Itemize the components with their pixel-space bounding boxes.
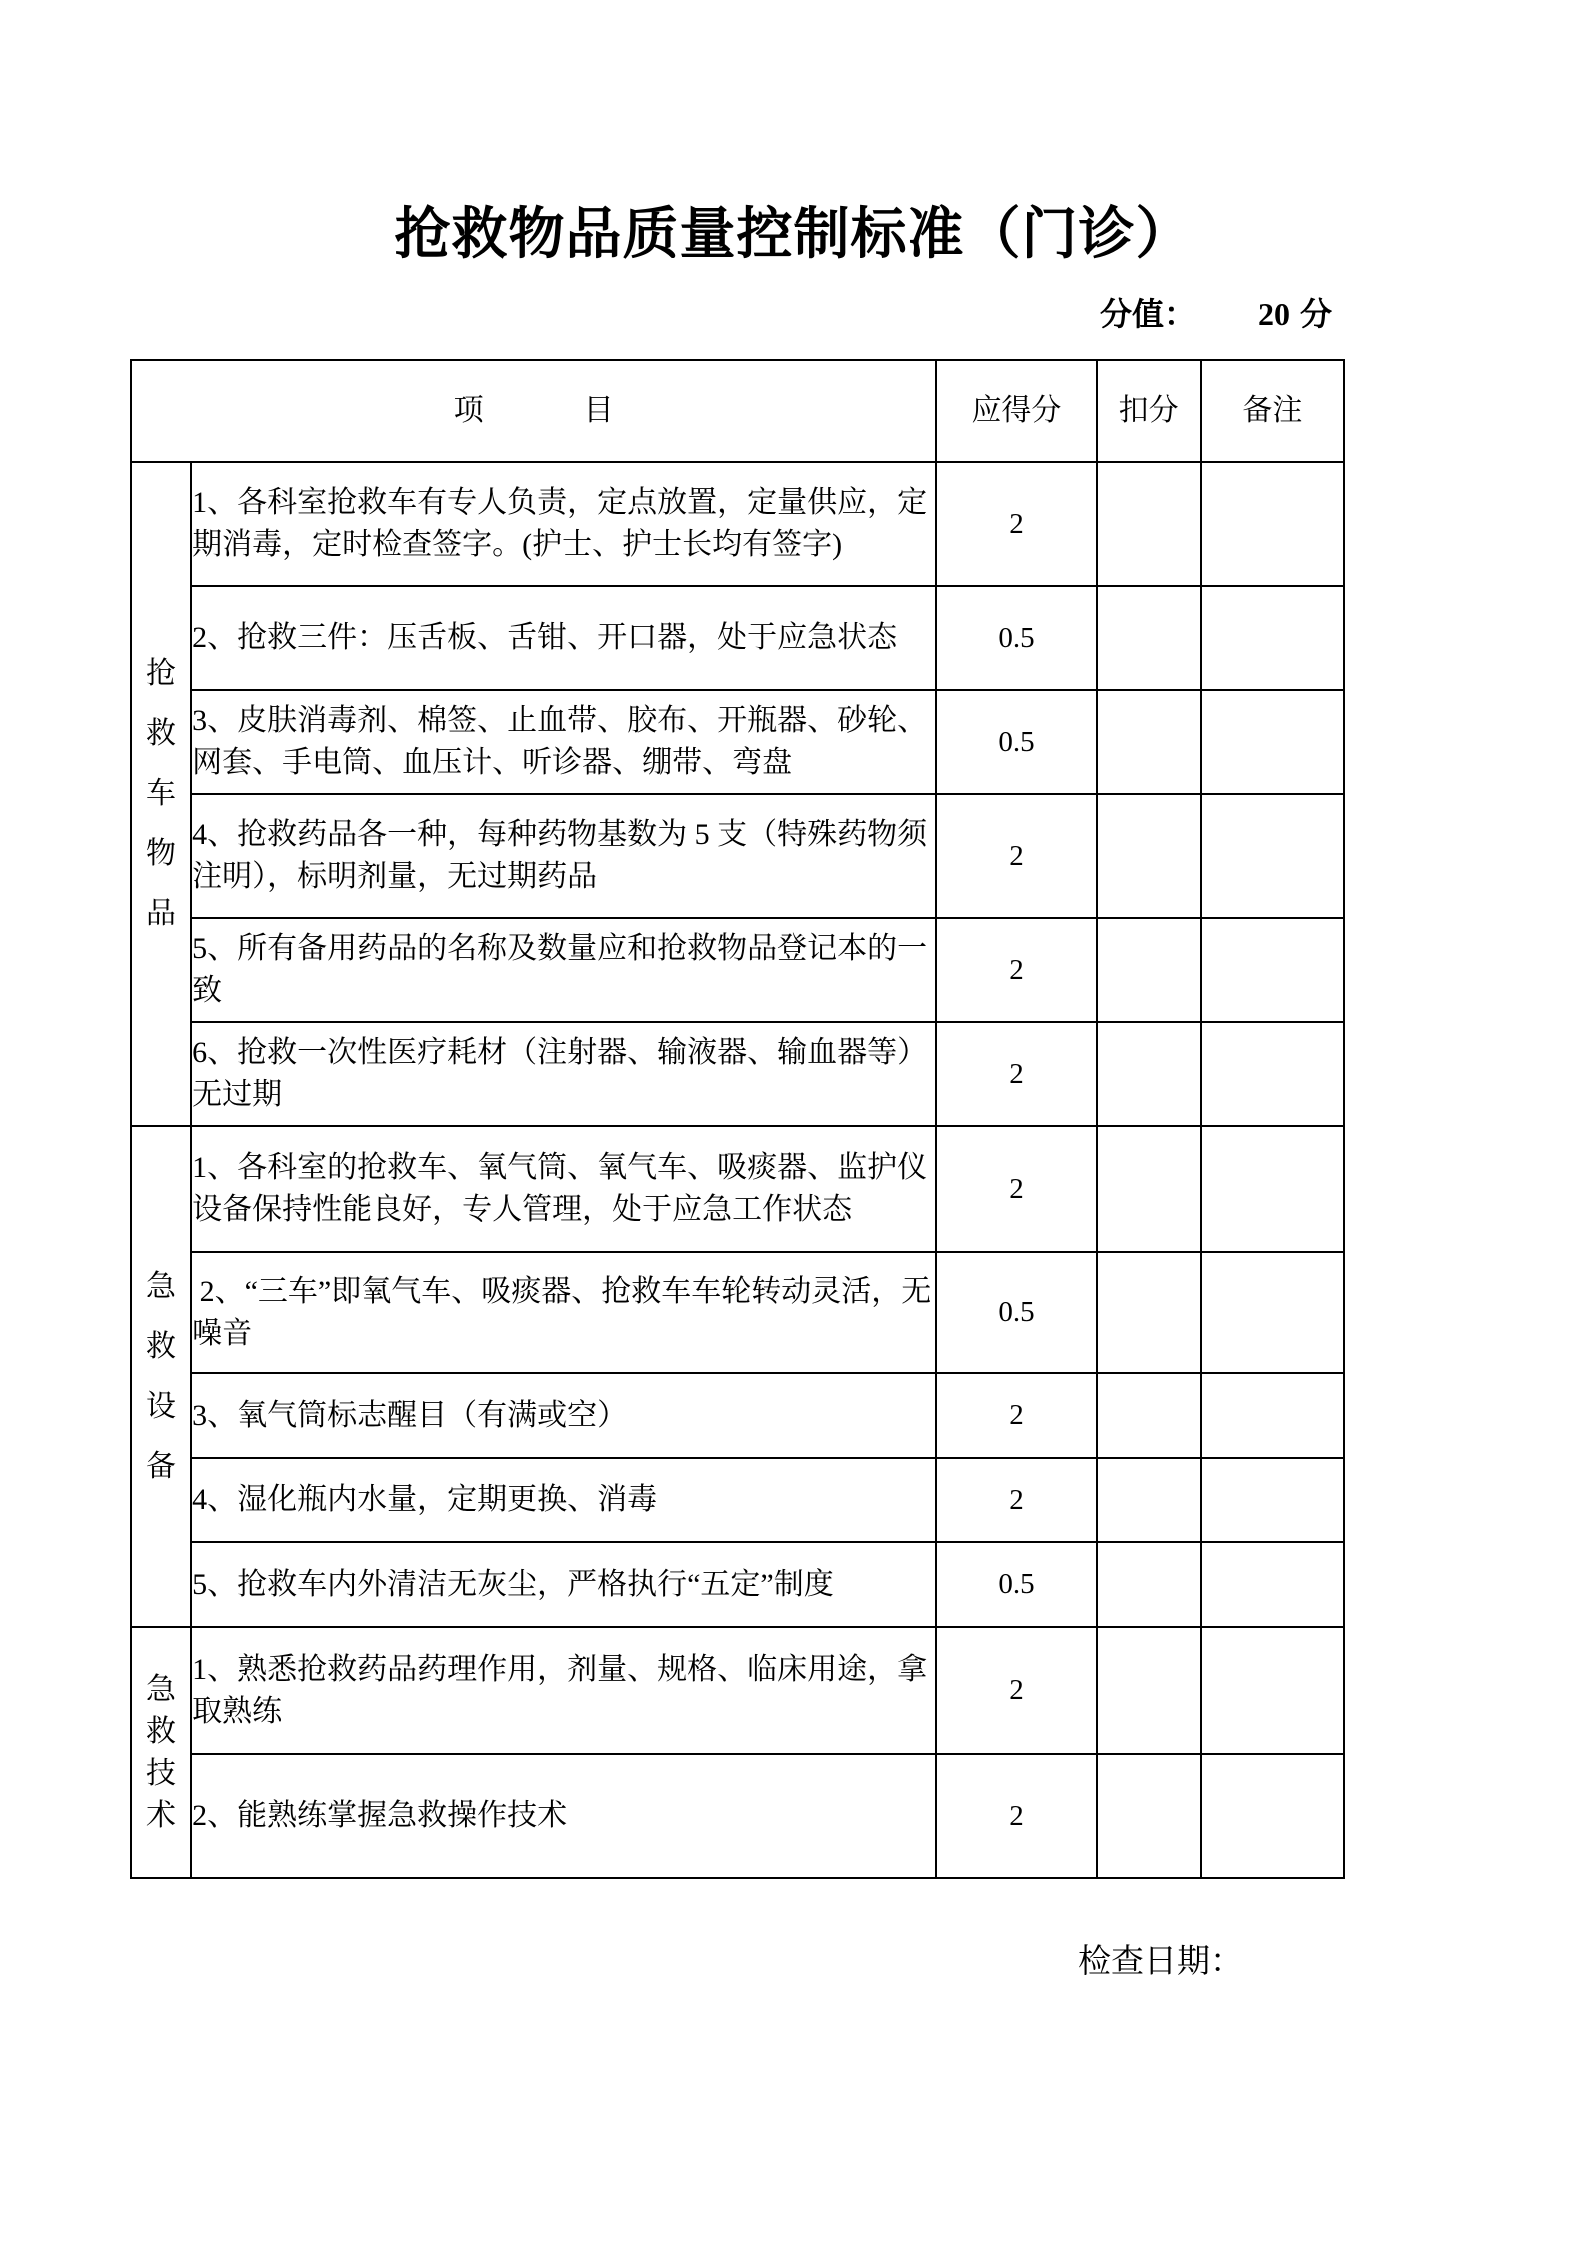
deduction-cell[interactable] (1097, 1373, 1201, 1458)
quality-standard-table (130, 359, 1345, 1879)
remarks-cell[interactable] (1201, 794, 1344, 918)
deduction-cell[interactable] (1097, 690, 1201, 794)
item-text: 2、“三车”即氧气车、吸痰器、抢救车车轮转动灵活，无噪音 (191, 1252, 936, 1373)
deduction-cell[interactable] (1097, 1542, 1201, 1627)
remarks-cell[interactable] (1201, 1252, 1344, 1373)
deduction-cell[interactable] (1097, 1252, 1201, 1373)
deduction-cell[interactable] (1097, 1022, 1201, 1126)
points-cell: 0.5 (936, 586, 1096, 690)
category-rescue-cart-items: 抢 救 车 物 品 (131, 462, 191, 1126)
item-text: 5、所有备用药品的名称及数量应和抢救物品登记本的一致 (191, 918, 936, 1022)
item-text: 6、抢救一次性医疗耗材（注射器、输液器、输血器等）无过期 (191, 1022, 936, 1126)
category-emergency-skills: 急 救 技 术 (131, 1627, 191, 1878)
check-date-label: 检查日期： (1078, 1944, 1243, 1980)
deduction-cell[interactable] (1097, 1126, 1201, 1252)
points-cell: 0.5 (936, 1542, 1096, 1627)
deduction-cell[interactable] (1097, 586, 1201, 690)
deduction-cell[interactable] (1097, 1754, 1201, 1878)
table-row (131, 690, 1344, 794)
item-text: 3、氧气筒标志醒目（有满或空） (191, 1373, 936, 1458)
remarks-cell[interactable] (1201, 1627, 1344, 1754)
category-emergency-equipment: 急 救 设 备 (131, 1126, 191, 1627)
remarks-cell[interactable] (1201, 1542, 1344, 1627)
points-cell: 2 (936, 918, 1096, 1022)
header-remarks: 备注 (1201, 360, 1344, 462)
table-row (131, 586, 1344, 690)
table-row (131, 918, 1344, 1022)
points-cell: 2 (936, 1022, 1096, 1126)
score-unit: 分 (1300, 296, 1333, 332)
remarks-cell[interactable] (1201, 918, 1344, 1022)
remarks-cell[interactable] (1201, 1458, 1344, 1542)
table-row (131, 1458, 1344, 1542)
item-text: 2、能熟练掌握急救操作技术 (191, 1754, 936, 1878)
header-points: 应得分 (936, 360, 1096, 462)
deduction-cell[interactable] (1097, 462, 1201, 586)
item-text: 2、抢救三件：压舌板、舌钳、开口器，处于应急状态 (191, 586, 936, 690)
table-row (131, 462, 1344, 586)
remarks-cell[interactable] (1201, 690, 1344, 794)
deduction-cell[interactable] (1097, 1627, 1201, 1754)
points-cell: 0.5 (936, 1252, 1096, 1373)
table-row (131, 794, 1344, 918)
points-cell: 2 (936, 1627, 1096, 1754)
item-text: 1、各科室抢救车有专人负责，定点放置，定量供应，定期消毒，定时检查签字。(护士、护士长均有签字) (191, 462, 936, 586)
remarks-cell[interactable] (1201, 1126, 1344, 1252)
remarks-cell[interactable] (1201, 1022, 1344, 1126)
table-row (131, 1126, 1344, 1252)
table-row (131, 1754, 1344, 1878)
table-header-row (131, 360, 1344, 462)
header-deduction: 扣分 (1097, 360, 1201, 462)
header-item: 项 目 (131, 360, 936, 462)
item-text: 1、各科室的抢救车、氧气筒、氧气车、吸痰器、监护仪设备保持性能良好，专人管理，处于应急工作状态 (191, 1126, 936, 1252)
points-cell: 2 (936, 462, 1096, 586)
points-cell: 2 (936, 1373, 1096, 1458)
item-text: 3、皮肤消毒剂、棉签、止血带、胶布、开瓶器、砂轮、网套、手电筒、血压计、听诊器、绷带、弯盘 (191, 690, 936, 794)
points-cell: 2 (936, 1754, 1096, 1878)
remarks-cell[interactable] (1201, 1754, 1344, 1878)
item-text: 4、抢救药品各一种，每种药物基数为 5 支（特殊药物须注明），标明剂量，无过期药品 (191, 794, 936, 918)
score-label: 分值： (1100, 296, 1197, 332)
table-row (131, 1373, 1344, 1458)
points-cell: 0.5 (936, 690, 1096, 794)
table-row (131, 1542, 1344, 1627)
remarks-cell[interactable] (1201, 586, 1344, 690)
item-text: 4、湿化瓶内水量，定期更换、消毒 (191, 1458, 936, 1542)
deduction-cell[interactable] (1097, 1458, 1201, 1542)
table-row (131, 1022, 1344, 1126)
table-row (131, 1627, 1344, 1754)
score-value: 20 (1258, 296, 1291, 332)
remarks-cell[interactable] (1201, 462, 1344, 586)
points-cell: 2 (936, 794, 1096, 918)
document-title: 抢救物品质量控制标准（门诊） (394, 204, 1193, 266)
deduction-cell[interactable] (1097, 794, 1201, 918)
remarks-cell[interactable] (1201, 1373, 1344, 1458)
table-row (131, 1252, 1344, 1373)
total-score (1100, 292, 1332, 336)
item-text: 1、熟悉抢救药品药理作用，剂量、规格、临床用途，拿取熟练 (191, 1627, 936, 1754)
points-cell: 2 (936, 1458, 1096, 1542)
points-cell: 2 (936, 1126, 1096, 1252)
deduction-cell[interactable] (1097, 918, 1201, 1022)
item-text: 5、抢救车内外清洁无灰尘，严格执行“五定”制度 (191, 1542, 936, 1627)
